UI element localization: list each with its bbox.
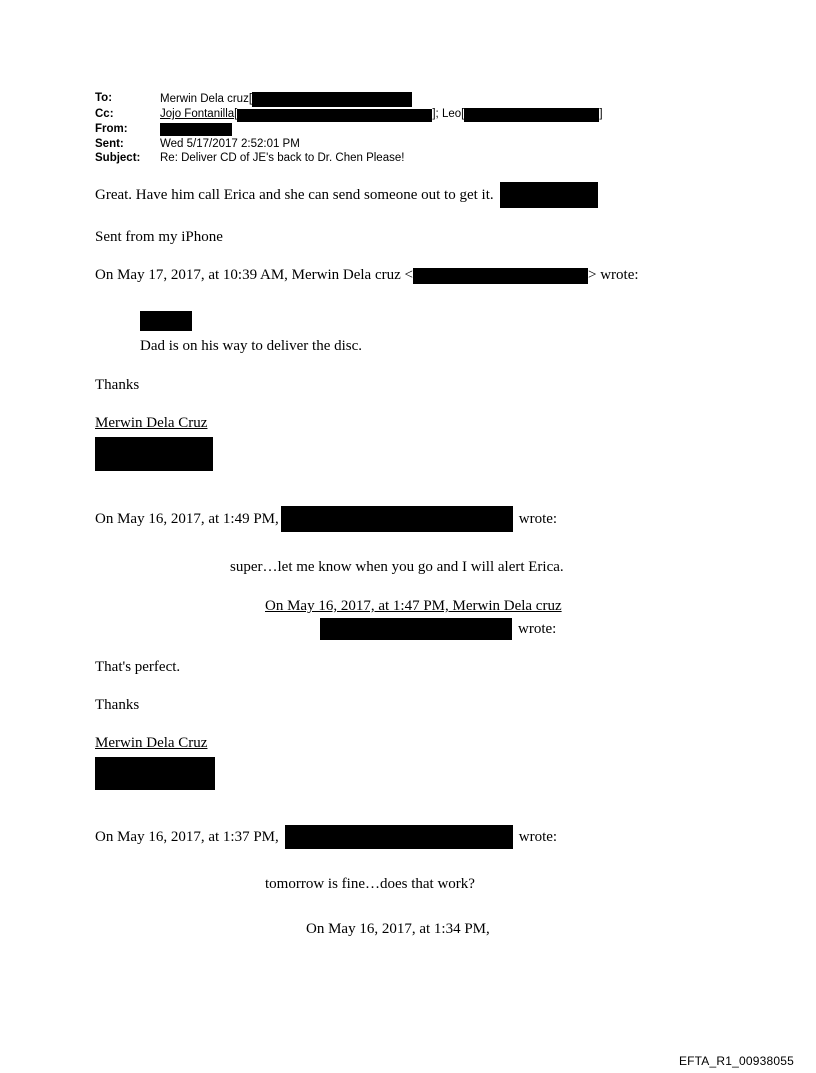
- quote-header-2-post: wrote:: [518, 510, 558, 527]
- cc-separator: ]; Leo[: [432, 108, 465, 121]
- bates-number: EFTA_R1_00938055: [678, 1054, 794, 1068]
- sent-value: Wed 5/17/2017 2:52:01 PM: [160, 137, 300, 150]
- quote-header-3: [265, 597, 735, 616]
- quote-header-3-post: wrote:: [518, 620, 557, 637]
- redaction-bar-to: [252, 92, 412, 107]
- quote-signature-1-name: Merwin Dela Cruz: [95, 415, 208, 431]
- header-row-sent: [95, 138, 735, 152]
- quote-message-3: [95, 658, 735, 677]
- to-recipient: Merwin Dela cruz[: [160, 92, 253, 105]
- quote-thanks-1-text: Thanks: [95, 377, 140, 393]
- email-body: [95, 182, 735, 957]
- quote-header-3-continued: [320, 618, 556, 640]
- header-row-subject: [95, 152, 735, 166]
- header-row-to: [95, 92, 735, 107]
- redaction-bar-from: [160, 123, 232, 136]
- redaction-bar-quote-4-sender: [285, 825, 513, 849]
- quote-header-1-pre: On May 17, 2017, at 10:39 AM, Merwin Dela cruz <: [95, 267, 413, 283]
- to-label: To:: [95, 92, 113, 104]
- quote-message-3-text: That's perfect.: [95, 659, 181, 675]
- redaction-bar-quote-1-body: [140, 311, 192, 331]
- email-header: [95, 92, 735, 167]
- quote-message-2: [230, 558, 735, 577]
- quote-header-2-pre: On May 16, 2017, at 1:49 PM,: [95, 510, 279, 527]
- quote-header-2: [95, 506, 557, 532]
- header-row-cc: [95, 108, 735, 122]
- quote-message-4-text: tomorrow is fine…does that work?: [265, 876, 475, 892]
- quote-message-1-text: Dad is on his way to deliver the disc.: [140, 338, 363, 354]
- from-value: [160, 123, 735, 136]
- quote-thanks-2: [95, 696, 735, 715]
- sent-label: Sent:: [95, 137, 124, 150]
- quote-header-5: [306, 920, 735, 939]
- cc-recipient-1: Jojo Fontanilla[: [160, 108, 238, 121]
- redaction-bar-body-1: [500, 182, 598, 208]
- to-value: [160, 92, 735, 107]
- quote-header-3-pre: On May 16, 2017, at 1:47 PM, Merwin Dela cruz: [265, 598, 562, 614]
- sent-from-text: Sent from my iPhone: [95, 229, 223, 245]
- quote-header-4: [95, 825, 557, 849]
- redaction-bar-cc-1: [237, 109, 432, 122]
- quote-thanks-1: [95, 376, 735, 395]
- quote-header-5-text: On May 16, 2017, at 1:34 PM,: [306, 921, 490, 937]
- redaction-bar-quote-2-sender: [281, 506, 513, 532]
- quote-header-4-pre: On May 16, 2017, at 1:37 PM,: [95, 828, 279, 845]
- redaction-block-quote-1: [140, 311, 735, 331]
- quote-header-1: [95, 266, 639, 285]
- message-paragraph-1: [95, 182, 598, 208]
- subject-value: Re: Deliver CD of JE's back to Dr. Chen Please!: [160, 152, 405, 164]
- quote-message-4: [265, 875, 735, 894]
- from-label: From:: [95, 123, 128, 135]
- subject-label: Subject:: [95, 152, 141, 164]
- signature-sent-from: [95, 228, 735, 247]
- cc-bracket-close: ]: [599, 108, 603, 121]
- redaction-bar-signature-1: [95, 437, 213, 471]
- quote-header-4-post: wrote:: [518, 828, 558, 845]
- cc-label: Cc:: [95, 108, 114, 120]
- quote-message-1: [140, 337, 735, 356]
- redaction-bar-cc-2: [464, 108, 599, 122]
- bates-number-footer: [0, 1054, 816, 1068]
- redaction-bar-quote-3-address: [320, 618, 512, 640]
- message-text-1: Great. Have him call Erica and she can send someone out to get it.: [95, 186, 494, 203]
- redaction-bar-quote-1-address: [413, 268, 588, 284]
- quote-signature-2: [95, 734, 735, 790]
- cc-value: [160, 108, 735, 122]
- quote-signature-1: [95, 414, 735, 471]
- quote-thanks-2-text: Thanks: [95, 697, 140, 713]
- quote-header-1-post: > wrote:: [588, 267, 639, 283]
- redaction-bar-signature-2: [95, 757, 215, 790]
- quote-signature-2-name: Merwin Dela Cruz: [95, 735, 208, 751]
- quote-message-2-text: super…let me know when you go and I will alert Erica.: [230, 559, 564, 575]
- header-row-from: [95, 123, 735, 137]
